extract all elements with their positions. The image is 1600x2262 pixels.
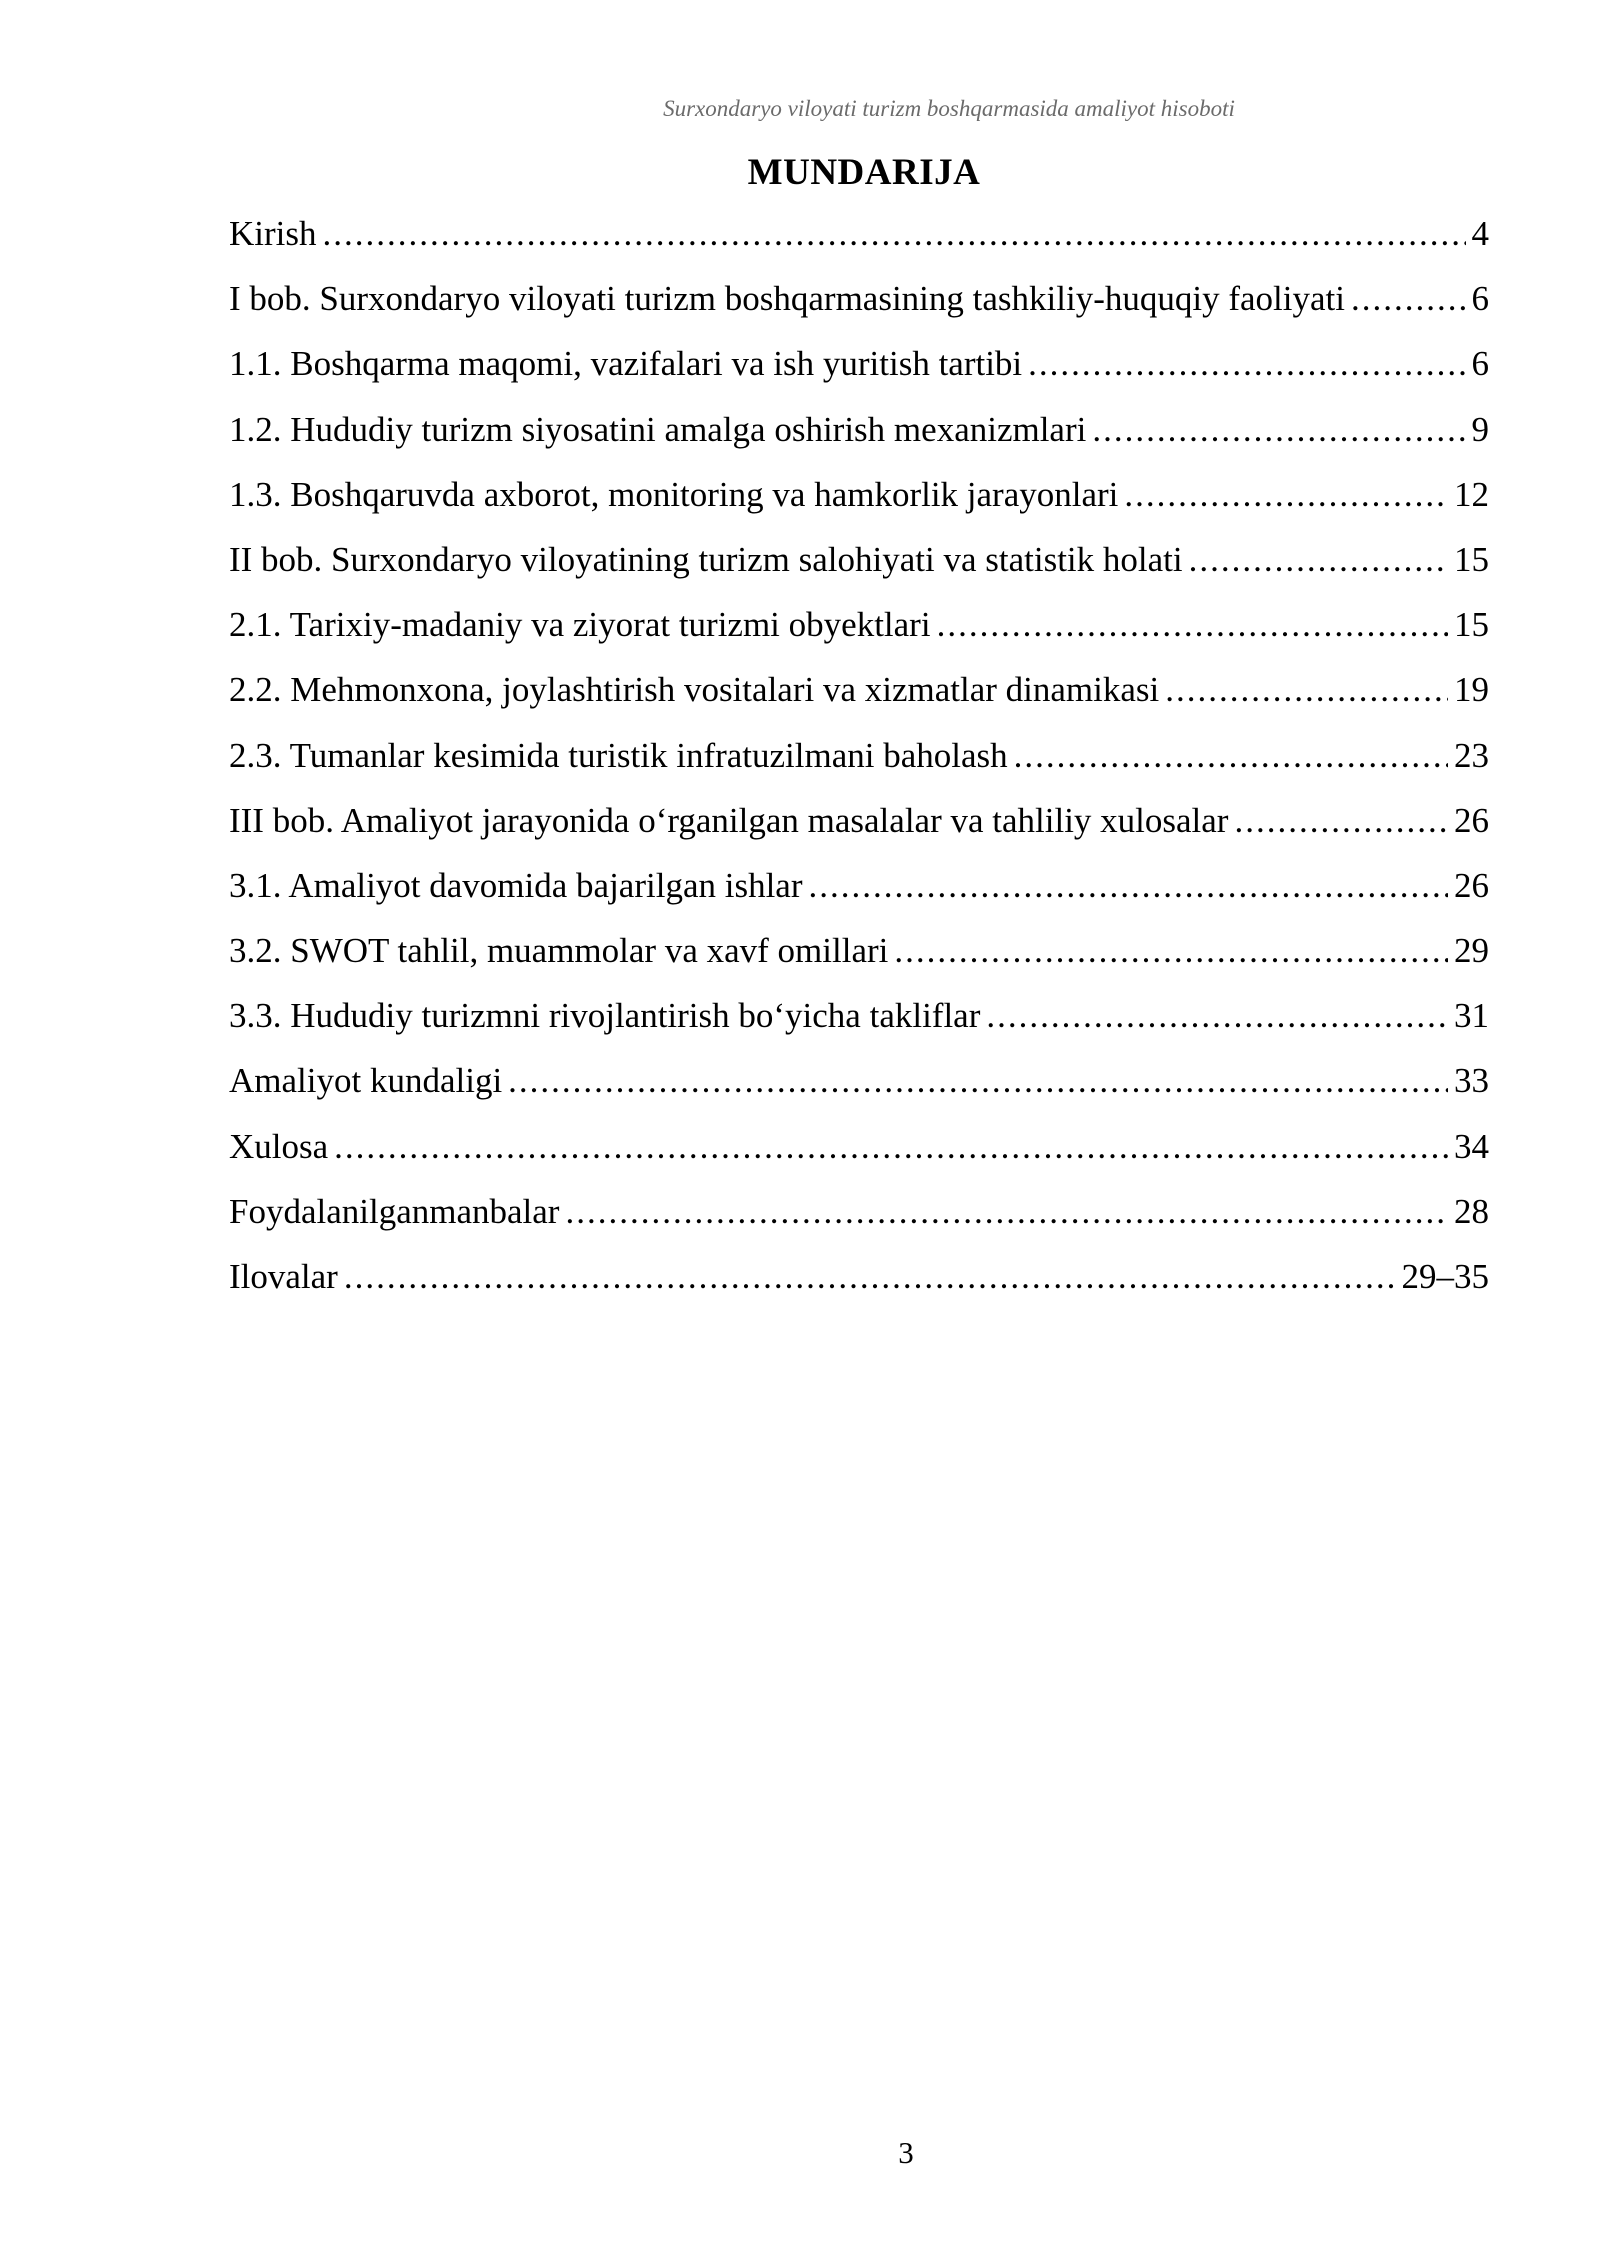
toc-entry-page: 4: [1471, 214, 1489, 253]
toc-entry-page: 23: [1454, 735, 1489, 775]
toc-entry[interactable]: [229, 866, 1489, 931]
toc-entry-page: 6: [1471, 344, 1489, 384]
toc-entry[interactable]: [229, 475, 1489, 540]
toc-entry-page: 34: [1454, 1126, 1489, 1166]
toc-entry[interactable]: [229, 1127, 1489, 1192]
toc-entry-page: 19: [1454, 670, 1489, 710]
toc-entry-label: 3.1. Amaliyot davomida bajarilgan ishlar: [229, 865, 803, 905]
toc-dot-leader: [1234, 801, 1448, 841]
toc-entry-label: Amaliyot kundaligi: [229, 1061, 503, 1101]
toc-dot-leader: [808, 866, 1448, 906]
toc-entry-label: I bob. Surxondaryo viloyati turizm boshqarmasining tashkiliy-huquqiy faoliyati: [229, 279, 1345, 319]
toc-entry-page: 12: [1454, 474, 1489, 514]
toc-entry-page: 6: [1471, 279, 1489, 319]
toc-entry[interactable]: [229, 605, 1489, 670]
toc-entry[interactable]: [229, 279, 1489, 344]
toc-entry[interactable]: [229, 996, 1489, 1061]
toc-entry-label: 2.2. Mehmonxona, joylashtirish vositalari va xizmatlar dinamikasi: [229, 670, 1160, 710]
toc-dot-leader: [1092, 410, 1465, 450]
toc-title: MUNDARIJA: [747, 152, 981, 193]
toc-entry[interactable]: [229, 931, 1489, 996]
page-number: 3: [898, 2135, 914, 2170]
toc-entry[interactable]: [229, 540, 1489, 605]
toc-dot-leader: [1028, 344, 1465, 384]
toc-dot-leader: [1165, 670, 1448, 710]
toc-entry-label: Xulosa: [229, 1126, 329, 1166]
toc-entry-page: 29: [1454, 931, 1489, 971]
toc-entry-label: 2.1. Tarixiy-madaniy va ziyorat turizmi obyektlari: [229, 605, 931, 645]
toc-entry-label: 2.3. Tumanlar kesimida turistik infratuzilmani baholash: [229, 735, 1008, 775]
toc-dot-leader: [344, 1257, 1396, 1297]
toc-entry[interactable]: [229, 1061, 1489, 1126]
toc-entry-page: 29–35: [1401, 1257, 1489, 1296]
running-header: Surxondaryo viloyati turizm boshqarmasida amaliyot hisoboti: [663, 96, 1235, 121]
toc-entry-label: II bob. Surxondaryo viloyatining turizm salohiyati va statistik holati: [229, 539, 1183, 579]
toc-dot-leader: [508, 1061, 1448, 1101]
toc-entry[interactable]: [229, 344, 1489, 409]
toc-dot-leader: [323, 214, 1466, 254]
toc-entry-label: 3.3. Hududiy turizmni rivojlantirish bo‘yicha takliflar: [229, 996, 981, 1036]
toc-entry-label: 1.1. Boshqarma maqomi, vazifalari va ish yuritish tartibi: [229, 344, 1023, 384]
toc-entry[interactable]: [229, 1257, 1489, 1322]
toc-entry[interactable]: [229, 410, 1489, 475]
toc-entry-page: 9: [1471, 409, 1489, 449]
toc-entry-label: Foydalanilganmanbalar: [229, 1191, 560, 1231]
toc-entry[interactable]: [229, 670, 1489, 735]
toc-entry-page: 15: [1454, 605, 1489, 645]
toc-entry[interactable]: [229, 736, 1489, 801]
toc-entry[interactable]: [229, 801, 1489, 866]
toc-dot-leader: [937, 605, 1448, 645]
toc-entry[interactable]: [229, 1192, 1489, 1257]
toc-entry-page: 31: [1454, 996, 1489, 1036]
toc-dot-leader: [1189, 540, 1448, 580]
toc-dot-leader: [565, 1192, 1448, 1232]
toc-entry-page: 26: [1454, 800, 1489, 840]
toc-dot-leader: [1124, 475, 1448, 515]
toc-dot-leader: [894, 931, 1448, 971]
toc-entry-label: III bob. Amaliyot jarayonida o‘rganilgan masalalar va tahliliy xulosalar: [229, 800, 1229, 840]
toc-entry-page: 15: [1454, 539, 1489, 579]
toc-entry-label: 3.2. SWOT tahlil, muammolar va xavf omillari: [229, 931, 889, 971]
toc-dot-leader: [1014, 736, 1448, 776]
toc-dot-leader: [1351, 279, 1466, 319]
toc-entry-page: 28: [1454, 1191, 1489, 1231]
toc-entry-label: Kirish: [229, 214, 317, 253]
toc-entry-page: 33: [1454, 1061, 1489, 1101]
toc-entry-label: 1.3. Boshqaruvda axborot, monitoring va hamkorlik jarayonlari: [229, 474, 1119, 514]
toc-dot-leader: [986, 996, 1448, 1036]
toc-entry[interactable]: [229, 214, 1489, 279]
table-of-contents: [229, 214, 1489, 1322]
toc-dot-leader: [334, 1127, 1448, 1167]
toc-entry-page: 26: [1454, 865, 1489, 905]
toc-entry-label: Ilovalar: [229, 1257, 338, 1296]
toc-entry-label: 1.2. Hududiy turizm siyosatini amalga oshirish mexanizmlari: [229, 409, 1087, 449]
